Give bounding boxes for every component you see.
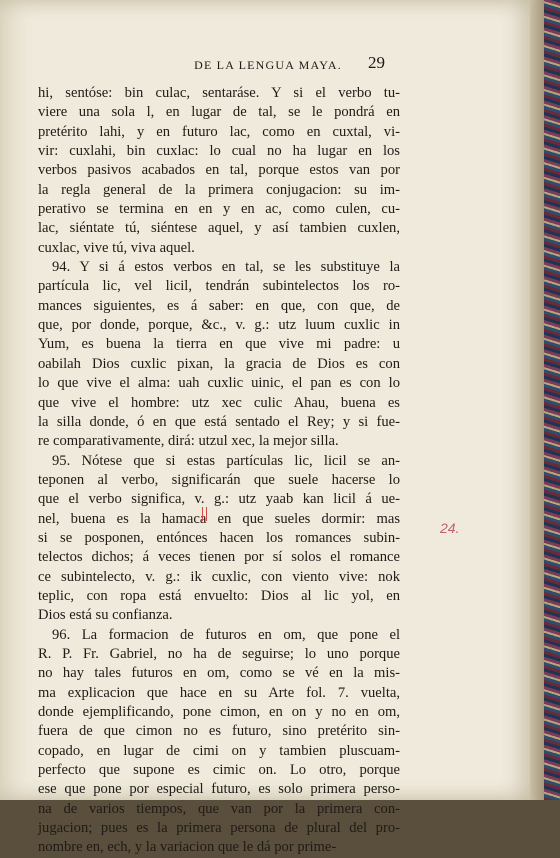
text-line: mances siguientes, es á saber: en que, con que, de	[38, 297, 400, 314]
text-line: 96. La formacion de futuros en om, que pone el	[52, 626, 400, 643]
text-line: 94. Y si á estos verbos en tal, se les substituye la	[52, 259, 400, 276]
red-pencil-mark	[202, 507, 207, 521]
text-line: partícula lic, vel licil, tendrán subintelectos los ro-	[38, 278, 400, 295]
text-line: nombre en, ech, y la variacion que le dá por prime-	[38, 839, 337, 856]
body-text	[38, 84, 400, 858]
text-line: teponen al verbo, significarán que suele hacerse lo	[38, 471, 400, 488]
text-line: re comparativamente, dirá: utzul xec, la mejor silla.	[38, 433, 339, 450]
text-line: si se posponen, entónces hacen los romances subin-	[38, 529, 400, 546]
text-line: la silla donde, ó en que está sentado el Rey; y si fue-	[38, 413, 400, 430]
text-line: fuera de que cimon no es futuro, sino pretérito sin-	[38, 723, 400, 740]
text-line: R. P. Fr. Gabriel, no ha de seguirse; lo uno porque	[38, 645, 400, 662]
text-line: copado, en lugar de cimi on y tambien pluscuam-	[38, 742, 400, 759]
text-line: lo que vive el alma: uah cuxlic uinic, el pan es con lo	[38, 375, 400, 392]
text-line: oabilah Dios cuxlic pixan, la gracia de Dios es con	[38, 355, 400, 372]
handwritten-margin-note: 24.	[440, 520, 460, 536]
text-line: na de varios tiempos, que van por la primera con-	[38, 800, 400, 817]
text-line: que el verbo significa, v. g.: utz yaab kan licil á ue-	[38, 491, 400, 508]
text-line: donde ejemplificando, pone cimon, en on y no en om,	[38, 704, 400, 720]
text-line: lac, siéntate tú, siéntese aquel, y así tambien cuxlen,	[38, 220, 400, 237]
text-line: viere una sola l, en lugar de tal, se le pondrá en	[38, 104, 400, 121]
marbled-cover-edge	[544, 0, 560, 800]
text-line: nel, buena es la hamaca en que sueles dormir: mas	[38, 510, 400, 527]
text-line: telectos dichos; á veces tienen por sí solos el romance	[38, 549, 400, 566]
text-line: que, por donde, porque, &c., v. g.: utz luum cuxlic in	[38, 317, 400, 334]
text-line: ese que pone por especial futuro, es solo primera perso-	[38, 781, 400, 798]
text-line: que vive el hombre: utz xec culic Ahau, buena es	[38, 394, 400, 411]
page-number: 29	[368, 53, 385, 72]
text-line: la regla general de la primera conjugacion: su im-	[38, 181, 400, 198]
running-header: DE LA LENGUA MAYA.	[194, 58, 342, 72]
text-line: cuxlac, vive tú, viva aquel.	[38, 239, 195, 256]
text-line: perfecto que supone es cimic on. Lo otro, porque	[38, 762, 400, 779]
text-line: Yum, es buena la tierra en que vive mi padre: u	[38, 336, 400, 353]
text-line: ma explicacion que hace en su Arte fol. 7. vuelta,	[38, 684, 400, 701]
text-line: hi, sentóse: bin culac, sentaráse. Y si el verbo tu-	[38, 85, 400, 101]
text-line: jugacion; pues es la primera persona de plural del pro-	[38, 820, 400, 837]
text-line: vir: cuxlahi, bin cuxlac: lo cual no ha lugar en los	[38, 143, 400, 160]
text-line: 95. Nótese que si estas partículas lic, licil se an-	[52, 452, 400, 469]
text-line: pretérito lahi, y en futuro lac, como en cuxtal, vi-	[38, 123, 400, 140]
text-line: no hay tales futuros en om, como se vé en la mis-	[38, 665, 400, 682]
text-line: ce subintelecto, v. g.: ik cuxlic, con viento vive: nok	[38, 568, 400, 585]
text-line: perativo se termina en en y en ac, como culen, cu-	[38, 201, 400, 218]
text-line: Dios está su confianza.	[38, 607, 173, 624]
text-line: teplic, con ropa está envuelto: Dios al lic yol, en	[38, 587, 400, 604]
page-edge	[530, 0, 544, 800]
text-line: verbos pasivos acabados en tal, porque estos van por	[38, 162, 400, 179]
